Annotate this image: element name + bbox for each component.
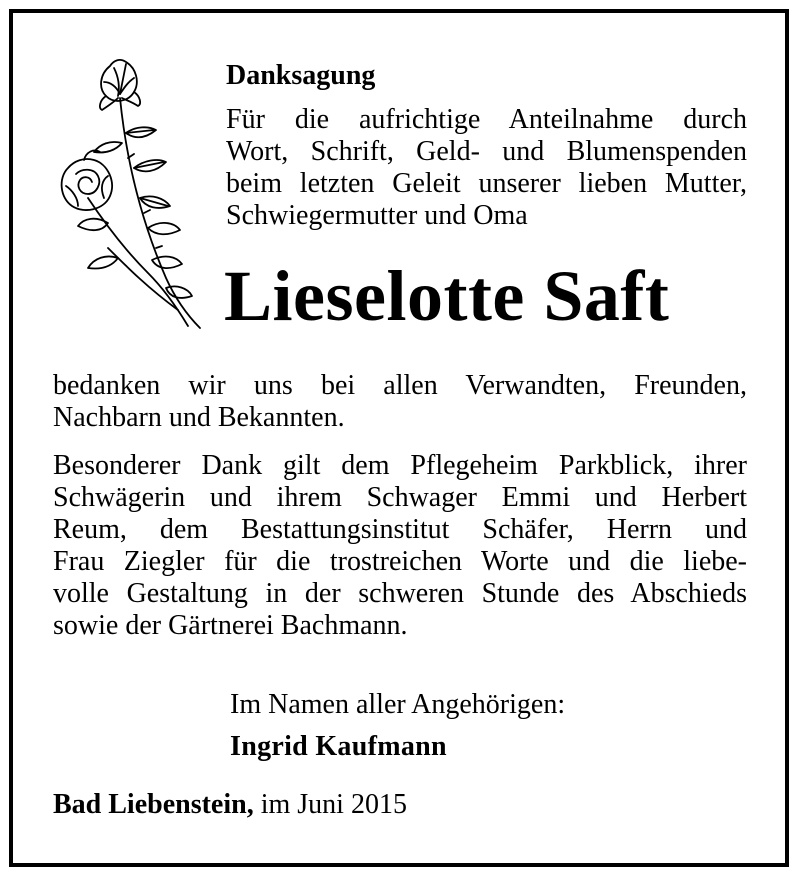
intro-line: Für die aufrichtige Anteilnahme durch [226, 104, 747, 135]
paragraph-thanks [53, 370, 747, 434]
paragraph-line: bedanken wir uns bei allen Verwandten, Freunden, [53, 370, 747, 401]
place-date-line [53, 789, 407, 821]
intro-line: Schwiegermutter und Oma [226, 200, 528, 231]
paragraph-line: Frau Ziegler für die trostreichen Worte und die liebe- [53, 546, 747, 577]
notice-heading: Danksagung [226, 60, 376, 91]
deceased-name: Lieselotte Saft [224, 256, 670, 336]
intro-line: Wort, Schrift, Geld- und Blumenspenden [226, 136, 747, 167]
paragraph-line: Schwägerin und ihrem Schwager Emmi und Herbert [53, 482, 747, 513]
paragraph-line: volle Gestaltung in der schweren Stunde des Abschieds [53, 578, 747, 609]
paragraph-line: Besonderer Dank gilt dem Pflegeheim Parkblick, ihrer [53, 450, 747, 481]
date-text: im Juni 2015 [253, 789, 407, 820]
intro-line: beim letzten Geleit unserer lieben Mutter, [226, 168, 747, 199]
paragraph-line: sowie der Gärtnerei Bachmann. [53, 610, 408, 641]
rose-illustration-icon [48, 48, 218, 338]
paragraph-special-thanks [53, 450, 747, 642]
intro-text [226, 104, 747, 232]
signer-name: Ingrid Kaufmann [230, 731, 447, 762]
closing-line: Im Namen aller Angehörigen: [230, 689, 566, 720]
paragraph-line: Nachbarn und Bekannten. [53, 402, 345, 433]
paragraph-line: Reum, dem Bestattungsinstitut Schäfer, Herrn und [53, 514, 747, 545]
place-name: Bad Liebenstein, [53, 789, 254, 820]
